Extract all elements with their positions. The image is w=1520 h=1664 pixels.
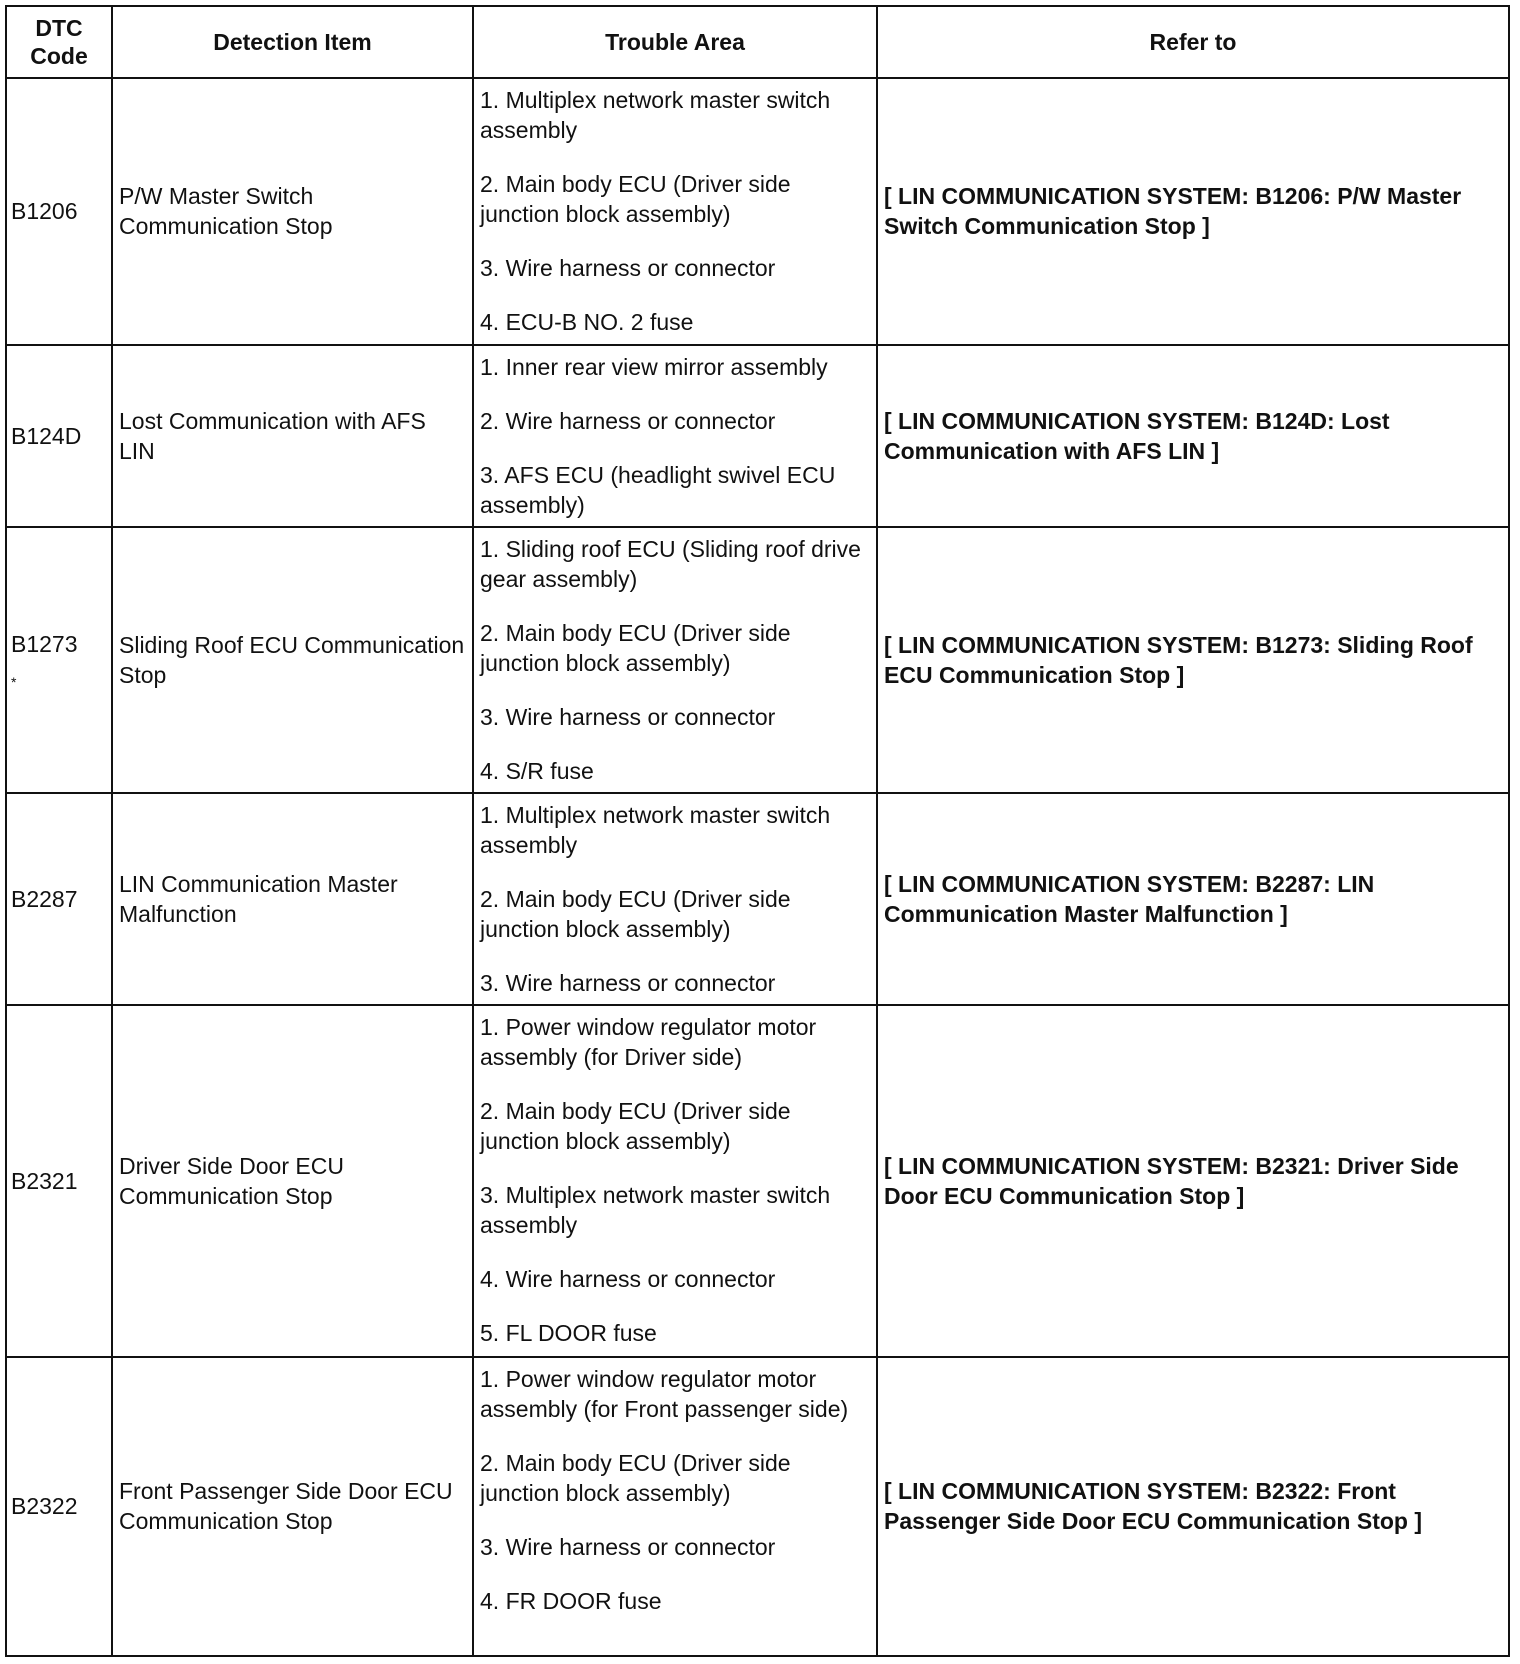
trouble-area	[473, 78, 877, 345]
trouble-item: 1. Multiplex network master switch assembly	[480, 87, 831, 143]
table-row	[6, 1005, 1509, 1357]
trouble-item: 5. FL DOOR fuse	[480, 1320, 657, 1347]
dtc-code: B2322	[6, 1357, 112, 1656]
trouble-area	[473, 527, 877, 794]
trouble-item: 3. AFS ECU (headlight swivel ECU assembly)	[480, 461, 836, 518]
dtc-table	[5, 5, 1510, 1657]
table-row	[6, 793, 1509, 1005]
trouble-item: 3. Wire harness or connector	[480, 1533, 776, 1560]
header-dtc-code: DTC Code	[6, 6, 112, 78]
detection-item: Lost Communication with AFS LIN	[112, 345, 473, 527]
trouble-item: 3. Wire harness or connector	[480, 255, 776, 281]
dtc-code: B2321	[6, 1005, 112, 1357]
table-row	[6, 1357, 1509, 1656]
trouble-item: 3. Wire harness or connector	[480, 970, 776, 997]
trouble-area	[473, 1005, 877, 1357]
header-detection-item: Detection Item	[112, 6, 473, 78]
trouble-item: 1. Power window regulator motor assembly (for Driver side)	[480, 1014, 817, 1071]
trouble-item: 4. FR DOOR fuse	[480, 1587, 662, 1614]
dtc-code: B124D	[6, 345, 112, 527]
table-row	[6, 78, 1509, 345]
trouble-area	[473, 793, 877, 1005]
trouble-item: 4. Wire harness or connector	[480, 1266, 776, 1293]
trouble-item: 2. Wire harness or connector	[480, 407, 776, 434]
dtc-code-cell	[6, 527, 112, 794]
trouble-item: 1. Inner rear view mirror assembly	[480, 353, 828, 380]
detection-item: Driver Side Door ECU Communication Stop	[112, 1005, 473, 1357]
trouble-area	[473, 1357, 877, 1656]
detection-item: LIN Communication Master Malfunction	[112, 793, 473, 1005]
table-row	[6, 527, 1509, 794]
trouble-item: 2. Main body ECU (Driver side junction block assembly)	[480, 1098, 791, 1155]
header-refer-to: Refer to	[877, 6, 1509, 78]
trouble-item: 4. ECU-B NO. 2 fuse	[480, 309, 694, 335]
detection-item: Sliding Roof ECU Communication Stop	[112, 527, 473, 794]
trouble-item: 2. Main body ECU (Driver side junction block assembly)	[480, 1449, 791, 1506]
trouble-item: 2. Main body ECU (Driver side junction block assembly)	[480, 619, 791, 676]
refer-link[interactable]: [ LIN COMMUNICATION SYSTEM: B1206: P/W Master Switch Communication Stop ]	[877, 78, 1509, 345]
dtc-code: B1206	[6, 78, 112, 345]
refer-link[interactable]: [ LIN COMMUNICATION SYSTEM: B1273: Sliding Roof ECU Communication Stop ]	[877, 527, 1509, 794]
trouble-item: 2. Main body ECU (Driver side junction block assembly)	[480, 886, 791, 943]
refer-link[interactable]: [ LIN COMMUNICATION SYSTEM: B2287: LIN Communication Master Malfunction ]	[877, 793, 1509, 1005]
dtc-code: B1273	[11, 630, 78, 657]
refer-link[interactable]: [ LIN COMMUNICATION SYSTEM: B2322: Front Passenger Side Door ECU Communication Stop ]	[877, 1357, 1509, 1656]
trouble-area	[473, 345, 877, 527]
detection-item: P/W Master Switch Communication Stop	[112, 78, 473, 345]
refer-link[interactable]: [ LIN COMMUNICATION SYSTEM: B124D: Lost Communication with AFS LIN ]	[877, 345, 1509, 527]
trouble-item: 3. Wire harness or connector	[480, 703, 776, 730]
table-row	[6, 345, 1509, 527]
trouble-item: 1. Sliding roof ECU (Sliding roof drive gear assembly)	[480, 535, 861, 592]
trouble-item: 4. S/R fuse	[480, 757, 594, 784]
trouble-item: 1. Multiplex network master switch assembly	[480, 802, 831, 859]
footnote-mark: *	[11, 673, 17, 690]
trouble-item: 3. Multiplex network master switch assembly	[480, 1182, 831, 1239]
trouble-item: 2. Main body ECU (Driver side junction block assembly)	[480, 171, 791, 227]
dtc-code: B2287	[6, 793, 112, 1005]
refer-link[interactable]: [ LIN COMMUNICATION SYSTEM: B2321: Driver Side Door ECU Communication Stop ]	[877, 1005, 1509, 1357]
header-trouble-area: Trouble Area	[473, 6, 877, 78]
trouble-item: 1. Power window regulator motor assembly (for Front passenger side)	[480, 1365, 849, 1422]
detection-item: Front Passenger Side Door ECU Communication Stop	[112, 1357, 473, 1656]
header-row	[6, 6, 1509, 78]
